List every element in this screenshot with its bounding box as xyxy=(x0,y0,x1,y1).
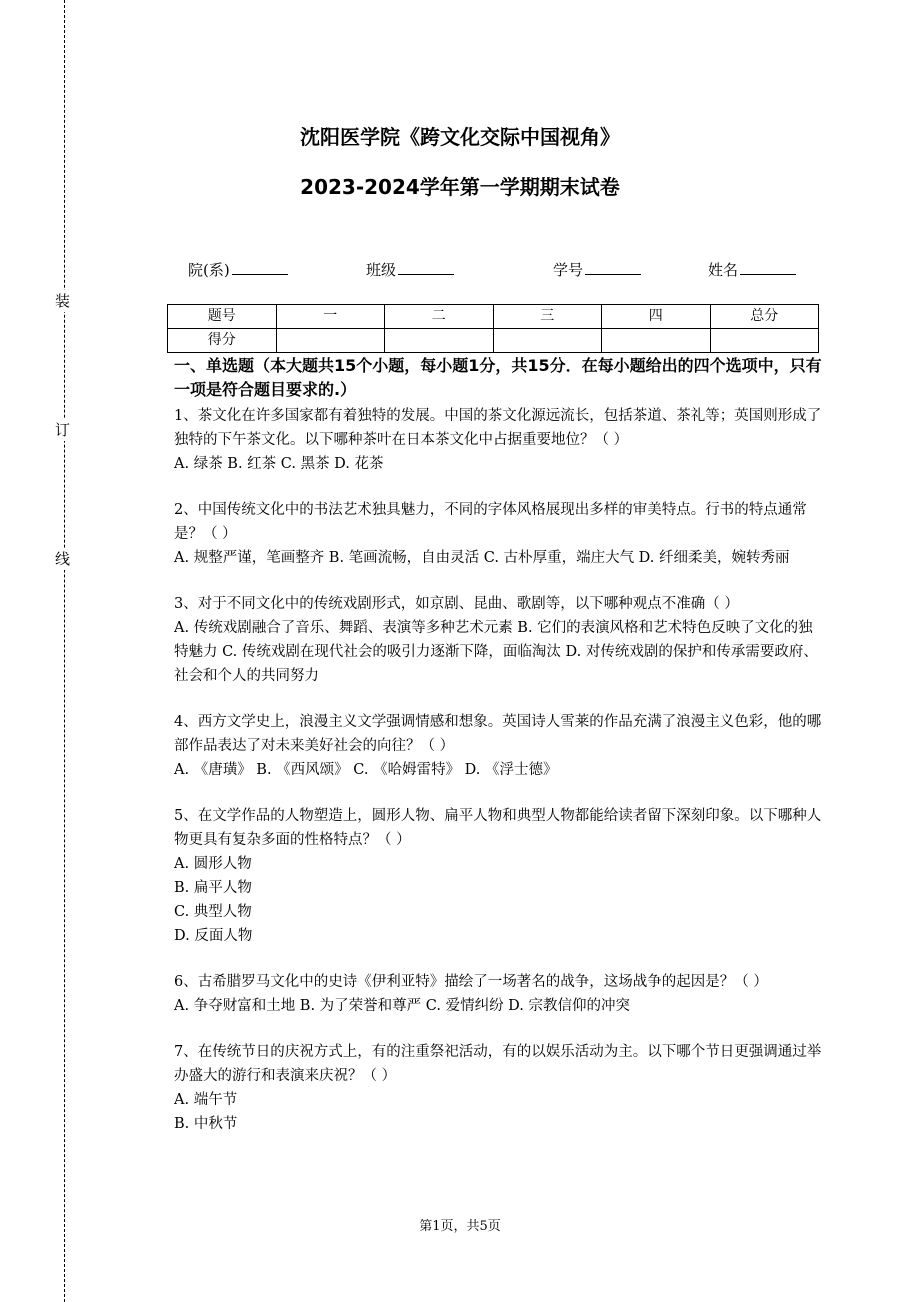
score-table xyxy=(167,304,819,353)
question-4 xyxy=(174,710,824,782)
class-label: 班级 xyxy=(366,261,397,279)
page-footer: 第1页，共5页 xyxy=(419,1219,501,1234)
question-stem: 6、古希腊罗马文化中的史诗《伊利亚特》描绘了一场著名的战争，这场战争的起因是？（ ） xyxy=(174,974,768,990)
question-5 xyxy=(174,804,824,948)
score-cell[interactable] xyxy=(602,329,711,353)
question-options: A. 传统戏剧融合了音乐、舞蹈、表演等多种艺术元素 B. 它们的表演风格和艺术特色反映了文化的独特魅力 C. 传统戏剧在现代社会的吸引力逐渐下降，面临淘汰 D. 对传统戏剧的保护和传承需要政府、社会和个人的共同努力 xyxy=(174,620,818,684)
question-stem: 2、中国传统文化中的书法艺术独具魅力，不同的字体风格展现出多样的审美特点。行书的特点通常是？（ ） xyxy=(174,502,807,542)
student-id-blank[interactable] xyxy=(585,260,641,275)
question-options: A. 《唐璜》 B. 《西风颂》 C. 《哈姆雷特》 D. 《浮士德》 xyxy=(174,762,558,778)
option-b: B. 扁平人物 xyxy=(174,880,252,896)
name-blank[interactable] xyxy=(740,260,796,275)
question-7 xyxy=(174,1040,824,1136)
exam-subtitle: 2023-2024学年第一学期期末试卷 xyxy=(300,175,620,199)
name-field xyxy=(708,259,796,281)
question-1 xyxy=(174,404,824,476)
score-cell[interactable] xyxy=(710,329,819,353)
question-2 xyxy=(174,498,824,570)
question-stem: 3、对于不同文化中的传统戏剧形式，如京剧、昆曲、歌剧等，以下哪种观点不准确（ ） xyxy=(174,596,739,612)
question-options: A. 规整严谨，笔画整齐 B. 笔画流畅，自由灵活 C. 古朴厚重，端庄大气 D. 纤细柔美，婉转秀丽 xyxy=(174,550,790,566)
name-label: 姓名 xyxy=(708,261,739,279)
score-header-cell: 三 xyxy=(493,305,602,329)
score-header-cell: 总分 xyxy=(710,305,819,329)
score-cell[interactable] xyxy=(276,329,385,353)
question-options: A. 绿茶 B. 红茶 C. 黑茶 D. 花茶 xyxy=(174,456,384,472)
department-blank[interactable] xyxy=(232,260,288,275)
option-b: B. 中秋节 xyxy=(174,1116,238,1132)
question-6 xyxy=(174,970,824,1018)
binding-char-xian: 线 xyxy=(55,550,71,568)
option-c: C. 典型人物 xyxy=(174,904,252,920)
score-header-cell: 二 xyxy=(385,305,494,329)
option-d: D. 反面人物 xyxy=(174,928,253,944)
option-a: A. 圆形人物 xyxy=(174,856,252,872)
question-stem: 1、茶文化在许多国家都有着独特的发展。中国的茶文化源远流长，包括茶道、茶礼等；英国则形成了独特的下午茶文化。以下哪种茶叶在日本茶文化中占据重要地位？（ ） xyxy=(174,408,822,448)
class-blank[interactable] xyxy=(398,260,454,275)
question-stem: 4、西方文学史上，浪漫主义文学强调情感和想象。英国诗人雪莱的作品充满了浪漫主义色彩，他的哪部作品表达了对未来美好社会的向往？（ ） xyxy=(174,714,822,754)
student-id-field xyxy=(553,259,641,281)
student-info-row xyxy=(0,259,920,281)
score-cell[interactable] xyxy=(385,329,494,353)
score-header-cell: 四 xyxy=(602,305,711,329)
exam-content xyxy=(174,354,824,1158)
score-header-cell: 题号 xyxy=(168,305,277,329)
section-heading: 一、单选题（本大题共15个小题，每小题1分，共15分．在每小题给出的四个选项中，只有一项是符合题目要求的.） xyxy=(174,356,822,399)
class-field xyxy=(366,259,454,281)
exam-title: 沈阳医学院《跨文化交际中国视角》 xyxy=(300,125,620,149)
question-3 xyxy=(174,592,824,688)
binding-char-zhuang: 装 xyxy=(55,292,71,310)
student-id-label: 学号 xyxy=(553,261,584,279)
score-header-cell: 一 xyxy=(276,305,385,329)
score-cell[interactable] xyxy=(493,329,602,353)
question-stem: 5、在文学作品的人物塑造上，圆形人物、扁平人物和典型人物都能给读者留下深刻印象。以下哪种人物更具有复杂多面的性格特点？（ ） xyxy=(174,808,822,848)
score-row-label: 得分 xyxy=(168,329,277,353)
department-label: 院(系) xyxy=(188,261,230,279)
binding-char-ding: 订 xyxy=(55,421,71,439)
score-table-header-row xyxy=(168,305,819,329)
score-table-score-row xyxy=(168,329,819,353)
question-stem: 7、在传统节日的庆祝方式上，有的注重祭祀活动，有的以娱乐活动为主。以下哪个节日更强调通过举办盛大的游行和表演来庆祝？（ ） xyxy=(174,1044,822,1084)
department-field xyxy=(188,259,288,281)
option-a: A. 端午节 xyxy=(174,1092,238,1108)
question-options: A. 争夺财富和土地 B. 为了荣誉和尊严 C. 爱情纠纷 D. 宗教信仰的冲突 xyxy=(174,998,631,1014)
